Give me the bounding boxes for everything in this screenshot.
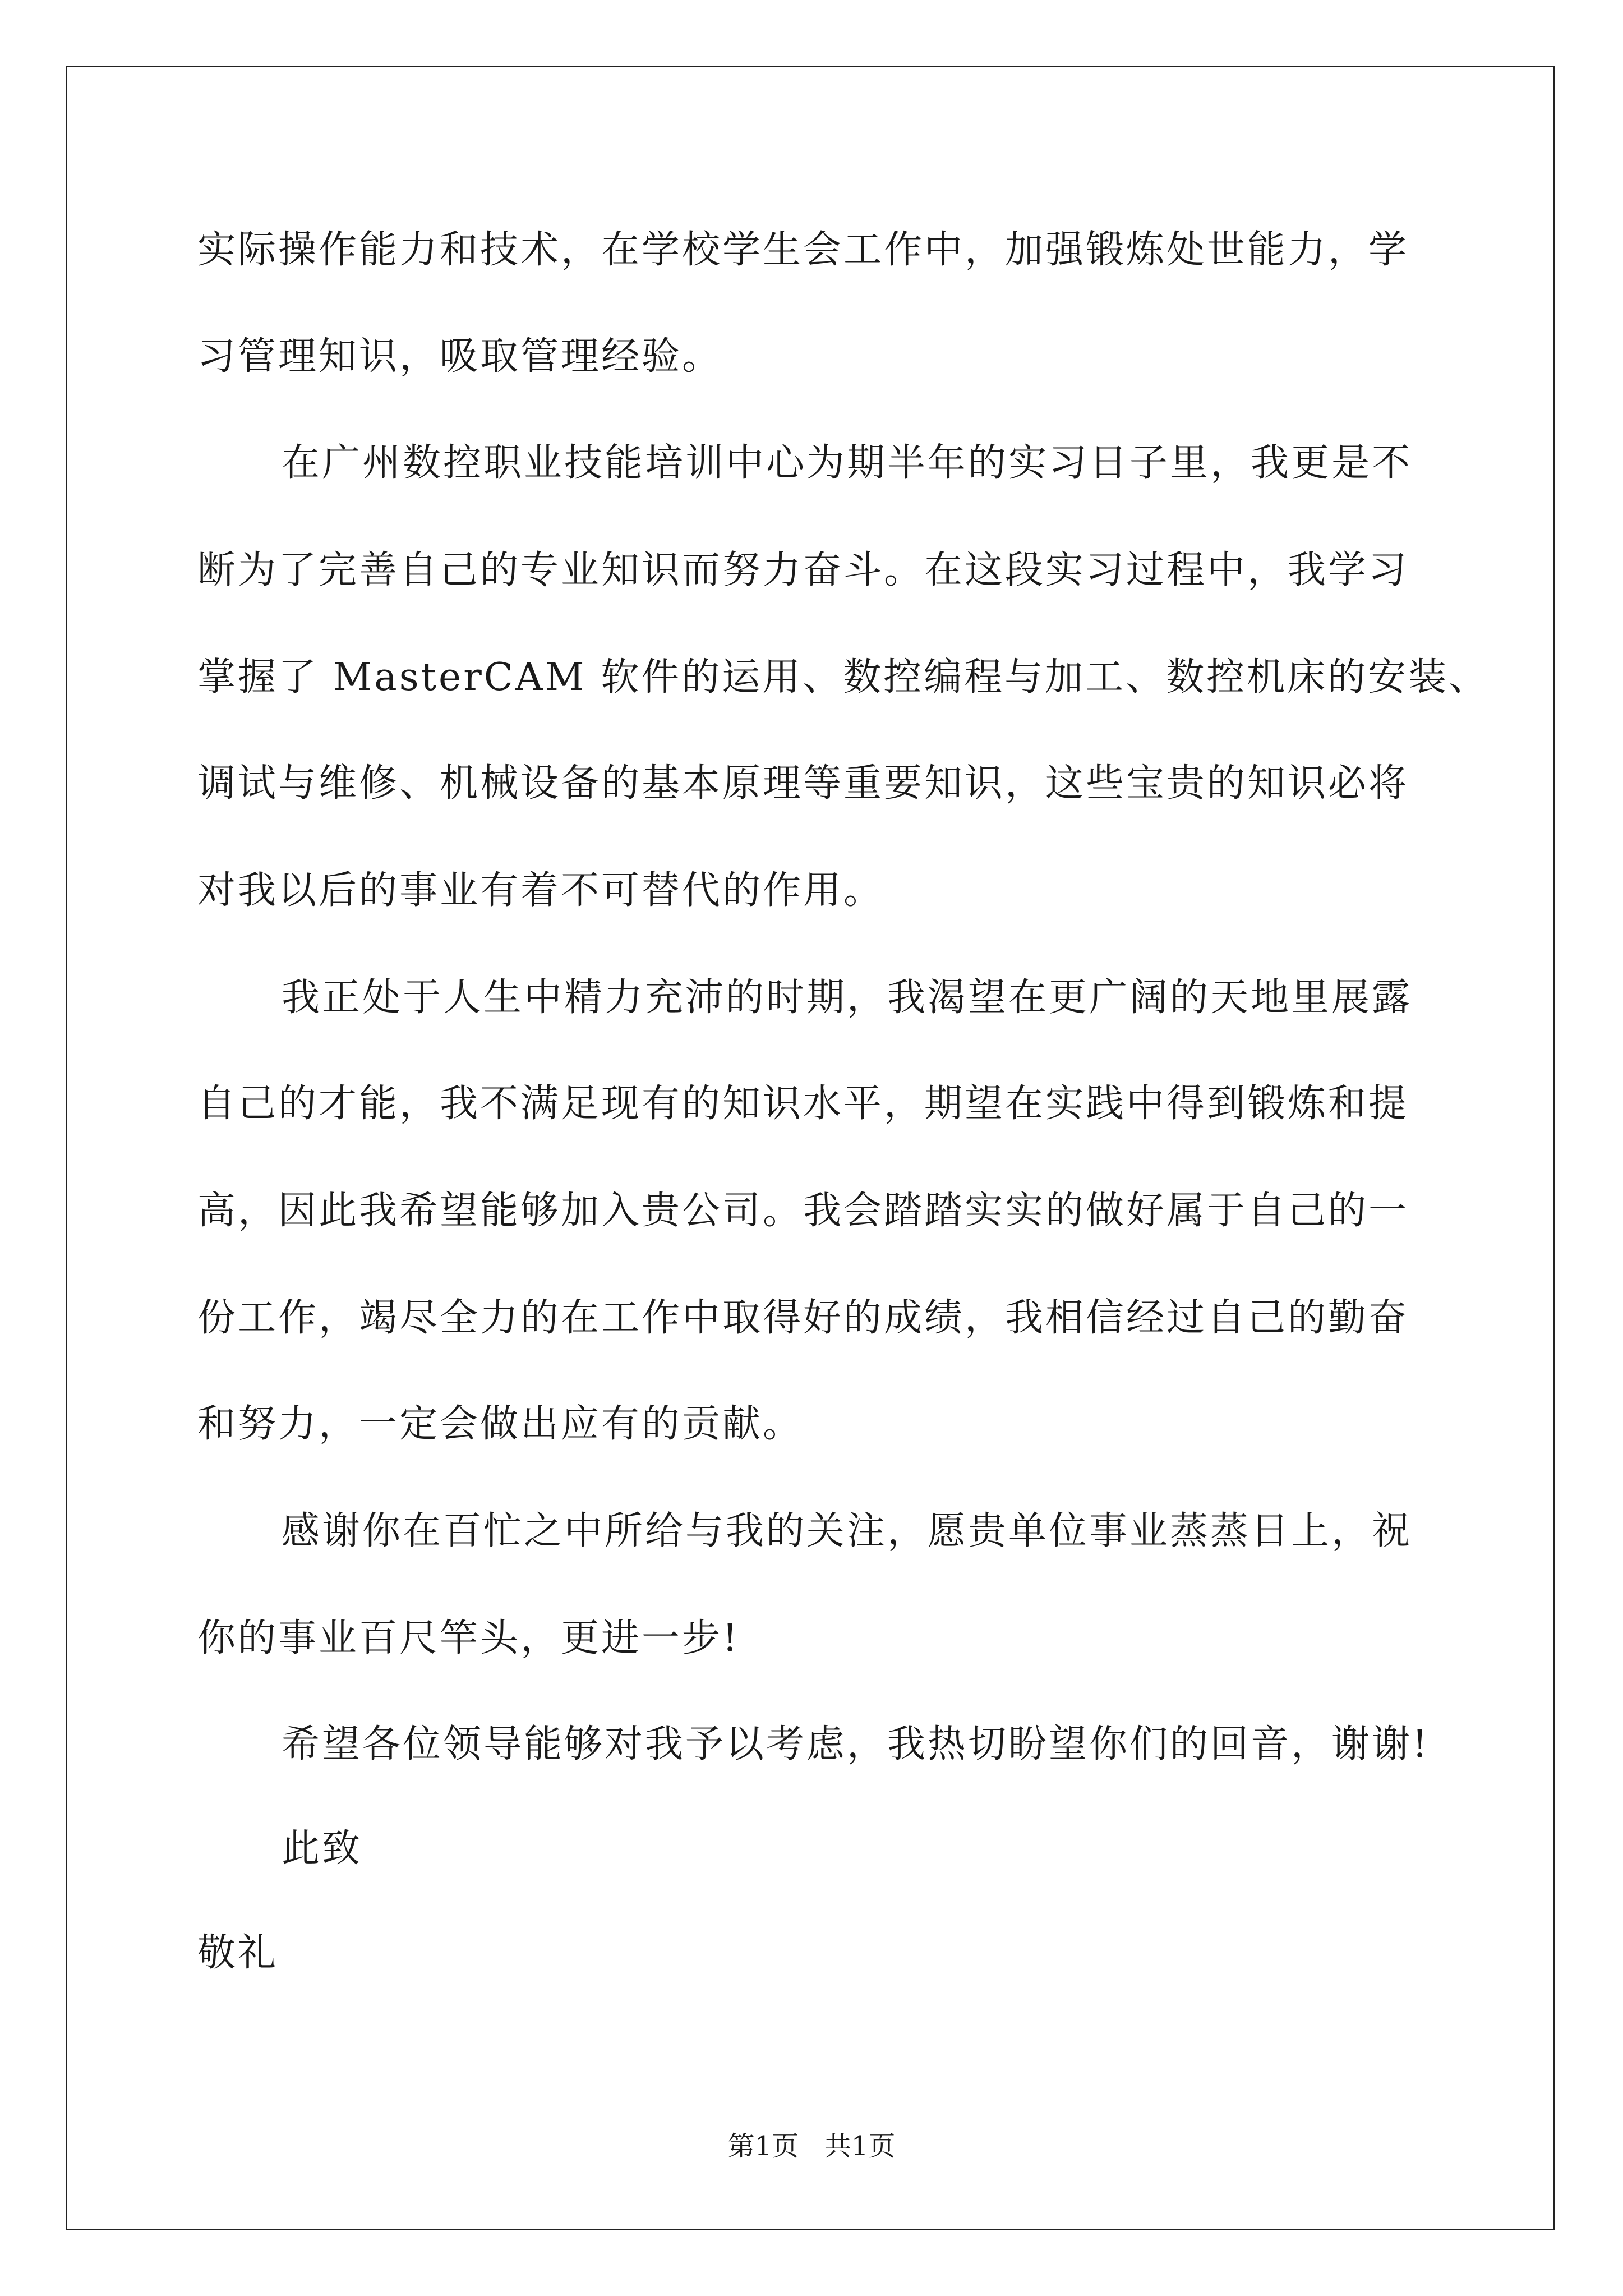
text-line: 我正处于人生中精力充沛的时期，我渴望在更广阔的天地里展露 [282,976,1413,1020]
text-line: 和努力，一定会做出应有的贡献。 [197,1402,804,1446]
text-line: 习管理知识，吸取管理经验。 [197,334,723,379]
text-line: 对我以后的事业有着不可替代的作用。 [197,868,884,913]
text-line: 在广州数控职业技能培训中心为期半年的实习日子里，我更是不 [282,441,1413,485]
text-line: 掌握了 MasterCAM 软件的运用、数控编程与加工、数控机床的安装、 [197,655,1490,700]
closing-salutation: 此致 [282,1826,363,1871]
page-border [66,66,1555,2230]
text-line: 你的事业百尺竿头，更进一步! [197,1616,740,1660]
text-line: 自己的才能，我不满足现有的知识水平，期望在实践中得到锻炼和提 [197,1082,1409,1126]
text-line: 实际操作能力和技术，在学校学生会工作中，加强锻炼处世能力，学 [197,228,1409,272]
text-line: 希望各位领导能够对我予以考虑，我热切盼望你们的回音，谢谢! [282,1722,1430,1766]
text-line: 断为了完善自己的专业知识而努力奋斗。在这段实习过程中，我学习 [197,548,1409,592]
closing-regards: 敬礼 [197,1931,279,1975]
page-footer: 第1页 共1页 [727,2131,896,2162]
text-line: 调试与维修、机械设备的基本原理等重要知识，这些宝贵的知识必将 [197,761,1409,806]
text-line: 高，因此我希望能够加入贵公司。我会踏踏实实的做好属于自己的一 [197,1189,1409,1233]
text-line: 感谢你在百忙之中所给与我的关注，愿贵单位事业蒸蒸日上，祝 [282,1509,1413,1553]
text-line: 份工作，竭尽全力的在工作中取得好的成绩，我相信经过自己的勤奋 [197,1296,1409,1340]
